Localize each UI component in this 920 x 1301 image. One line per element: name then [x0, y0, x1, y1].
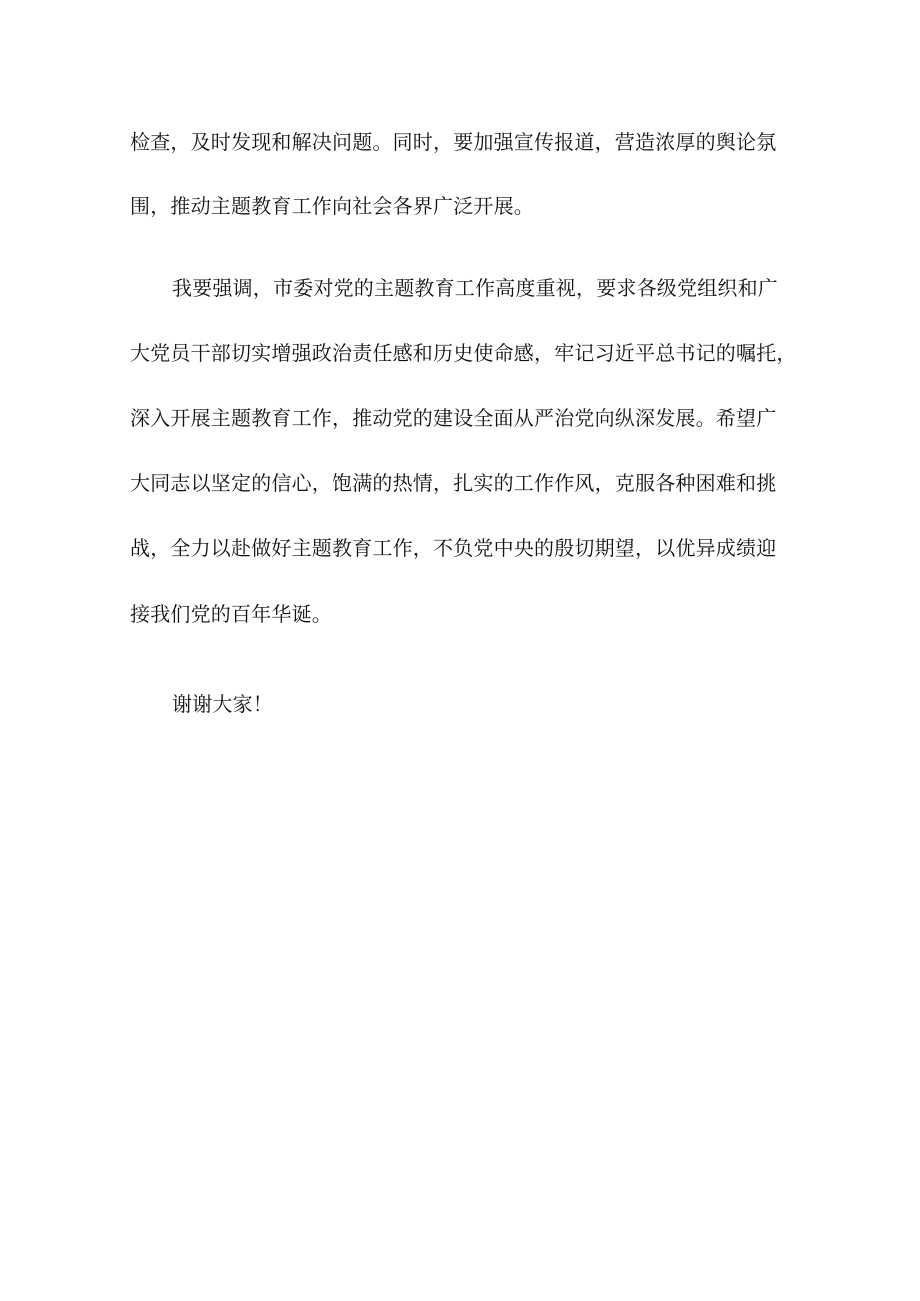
- closing-thanks: 谢谢大家！: [172, 692, 273, 716]
- paragraph-1-line-2: 围，推动主题教育工作向社会各界广泛开展。: [130, 194, 534, 218]
- paragraph-2-line-3: 深入开展主题教育工作，推动党的建设全面从严治党向纵深发展。希望广: [130, 406, 777, 430]
- paragraph-1-line-1: 检查，及时发现和解决问题。同时，要加强宣传报道，营造浓厚的舆论氛: [130, 130, 777, 154]
- paragraph-2-line-5: 战，全力以赴做好主题教育工作，不负党中央的殷切期望，以优异成绩迎: [130, 536, 777, 560]
- paragraph-2-line-6: 接我们党的百年华诞。: [130, 602, 332, 626]
- paragraph-2-line-4: 大同志以坚定的信心，饱满的热情，扎实的工作作风，克服各种困难和挑: [130, 471, 777, 495]
- paragraph-2-line-1: 我要强调，市委对党的主题教育工作高度重视，要求各级党组织和广: [172, 276, 778, 300]
- paragraph-2-line-2: 大党员干部切实增强政治责任感和历史使命感，牢记习近平总书记的嘱托，: [130, 341, 797, 365]
